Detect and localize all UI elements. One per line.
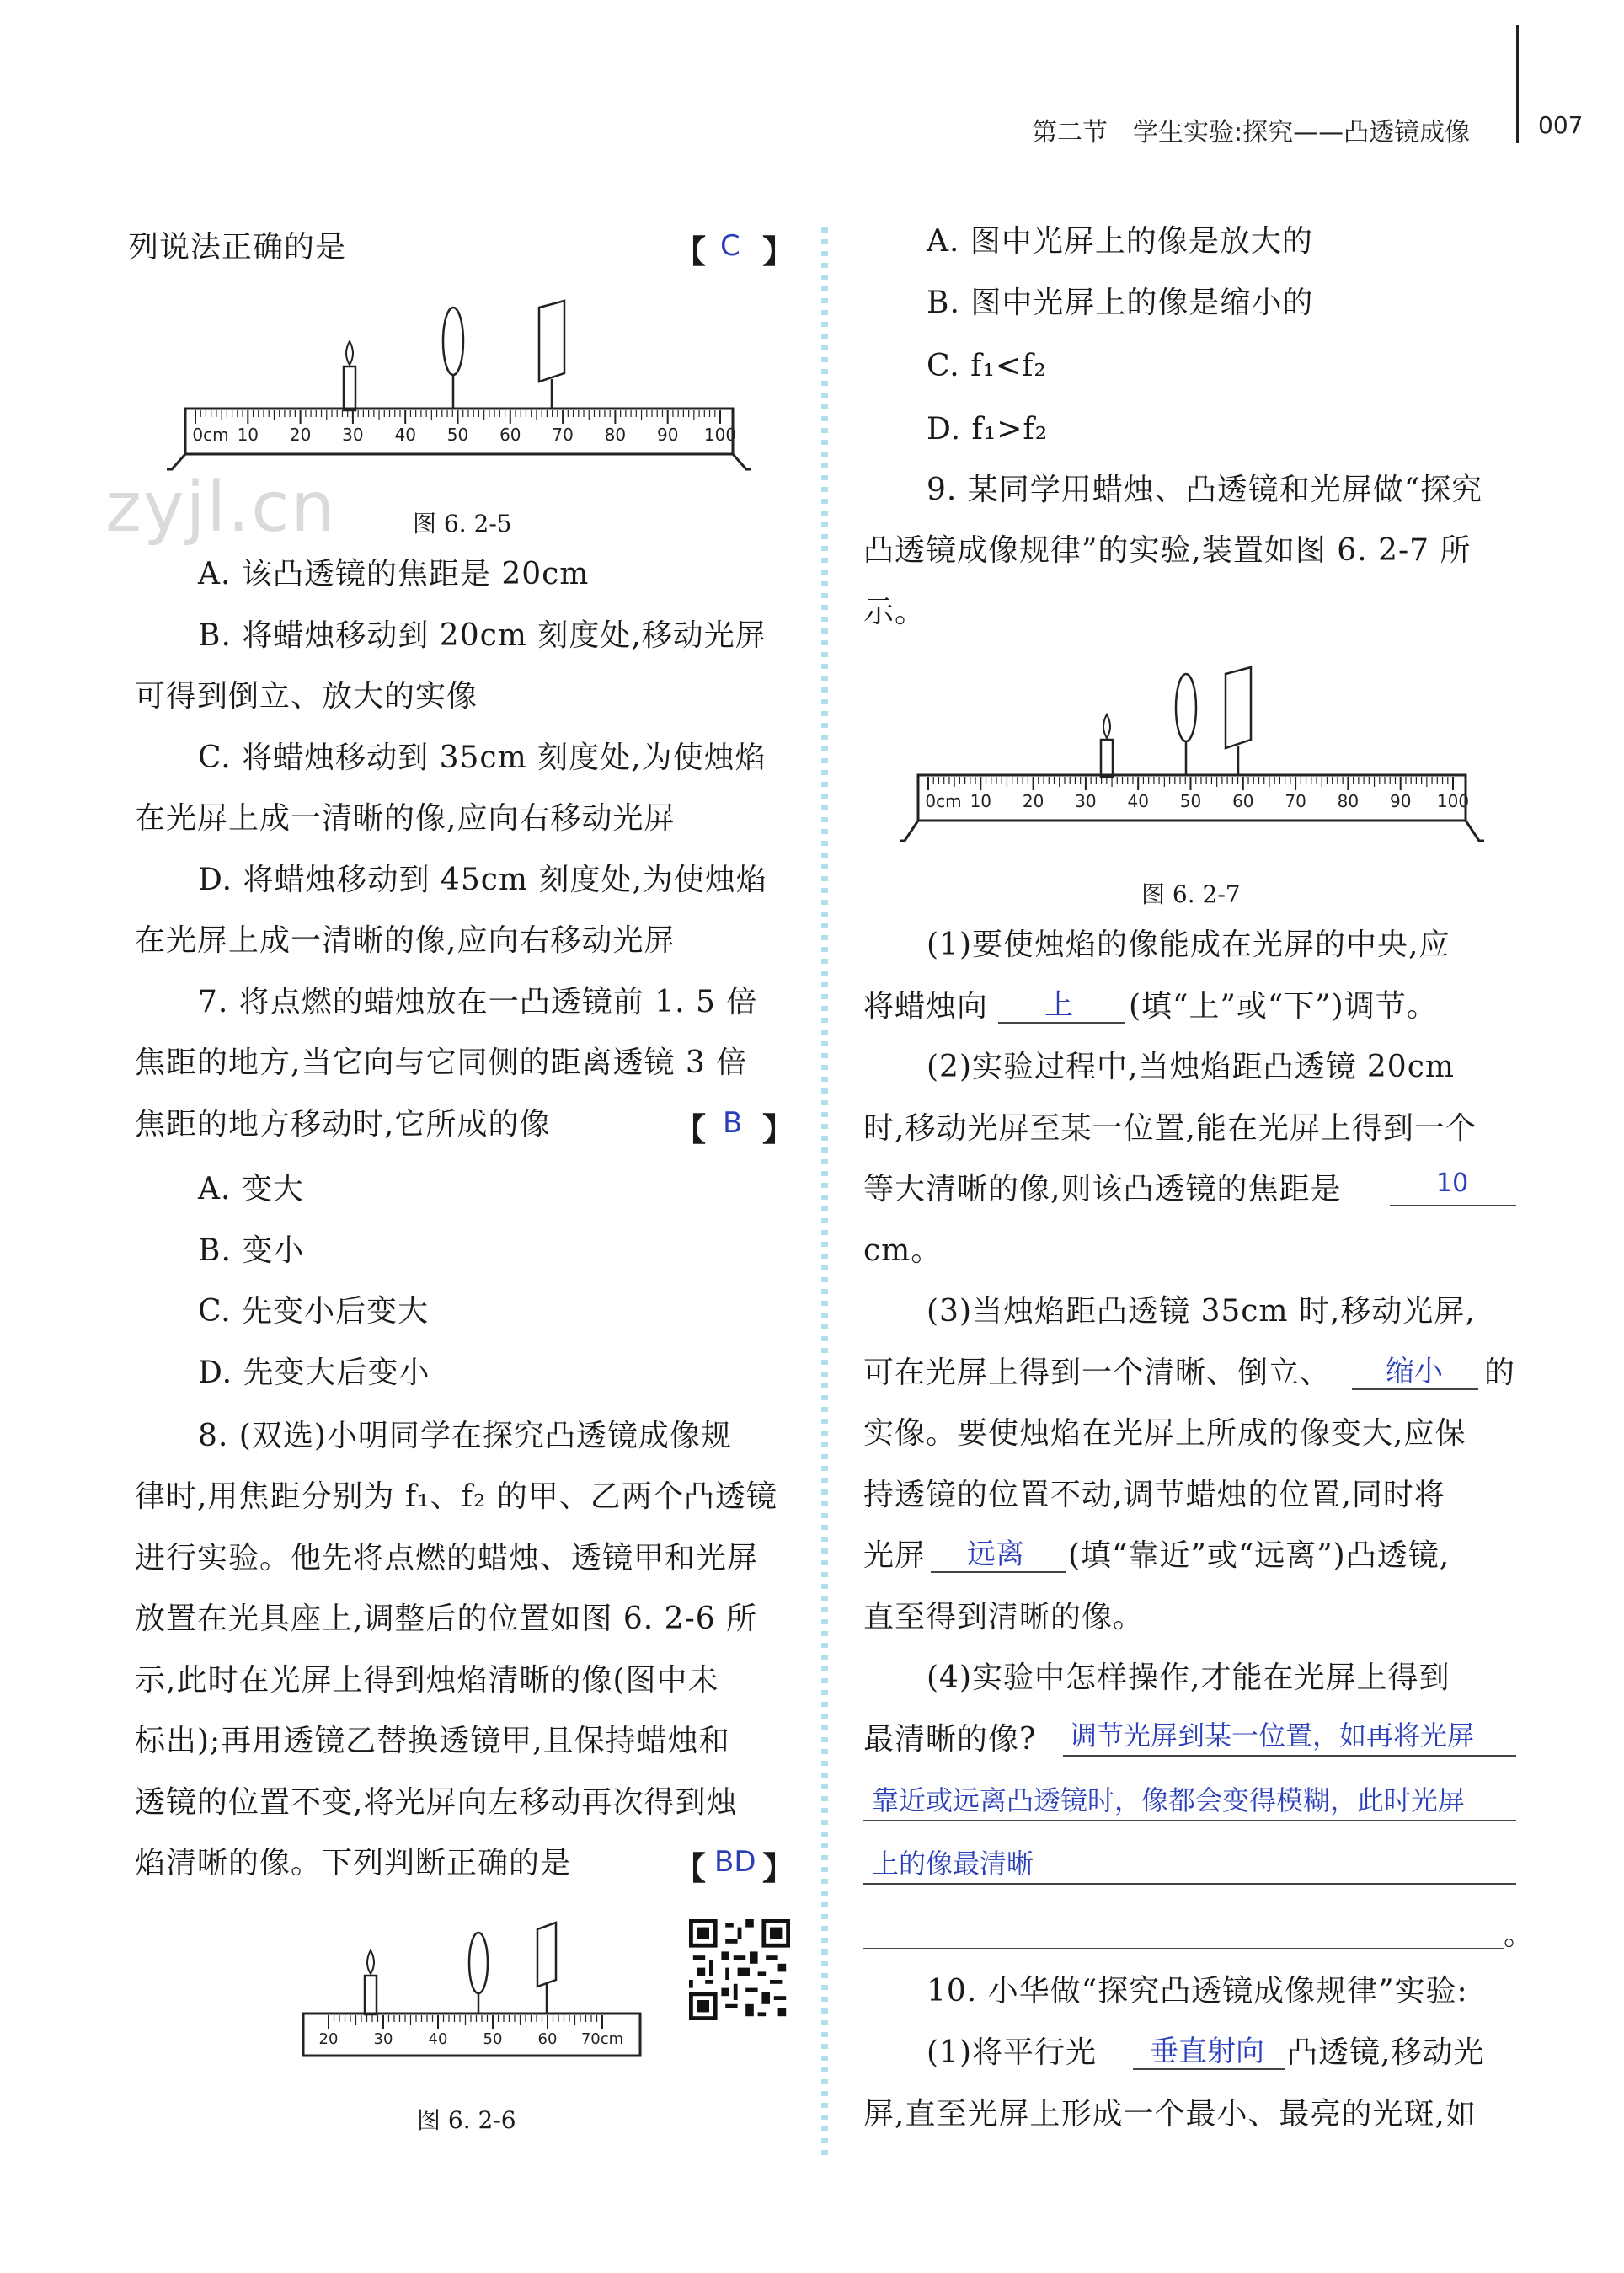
q10-line-b-post: 凸透镜,移动光 xyxy=(1287,2035,1485,2070)
q9-p4-line-a: (4)实验中怎样操作,才能在光屏上得到 xyxy=(927,1661,1450,1695)
q8-line-6: 标出);再用透镜乙替换透镜甲,且保持蜡烛和 xyxy=(135,1724,730,1758)
q9-p4-blank-2 xyxy=(863,1820,1516,1821)
q9-p4-blank-4 xyxy=(863,1948,1504,1949)
q7-option-d: D. 先变大后变小 xyxy=(198,1356,430,1390)
fig5-tick-label: 50 xyxy=(446,425,469,445)
fig6-tick-label: 70cm xyxy=(580,2030,624,2048)
q9-line-3: 示。 xyxy=(863,595,927,629)
q8-answer: BD xyxy=(714,1845,756,1879)
fig6-tick-label: 40 xyxy=(428,2030,448,2048)
figure-6-2-7-caption: 图 6. 2-7 xyxy=(1141,880,1241,908)
q7-option-a: A. 变大 xyxy=(198,1172,304,1206)
q10-line-b-pre: (1)将平行光 xyxy=(927,2035,1097,2070)
figure-6-2-6 xyxy=(299,1912,644,2072)
q9-p4-end: 。 xyxy=(1504,1917,1536,1952)
q6-option-c: C. 将蜡烛移动到 35cm 刻度处,为使烛焰 xyxy=(198,741,767,775)
q7-line-3: 焦距的地方移动时,它所成的像 xyxy=(135,1107,551,1142)
fig6-tick-label: 50 xyxy=(483,2030,503,2048)
q7-bracket-open: 【 xyxy=(674,1110,707,1148)
q9-p3-line-b-post: 的 xyxy=(1484,1356,1516,1390)
figure-6-2-6-caption: 图 6. 2-6 xyxy=(417,2106,516,2134)
q8-bracket-open: 【 xyxy=(674,1849,707,1887)
fig5-tick-label: 60 xyxy=(499,425,521,445)
q7-line-2: 焦距的地方,当它向与它同侧的距离透镜 3 倍 xyxy=(135,1046,748,1080)
fig5-tick-label: 0cm xyxy=(192,425,229,445)
q8-option-d: D. f₁>f₂ xyxy=(927,412,1049,447)
q7-option-b: B. 变小 xyxy=(198,1233,305,1268)
q6-option-d: D. 将蜡烛移动到 45cm 刻度处,为使烛焰 xyxy=(198,863,767,897)
q9-line-1: 9. 某同学用蜡烛、凸透镜和光屏做“探究 xyxy=(927,473,1483,507)
q9-p3-line-b-pre: 可在光屏上得到一个清晰、倒立、 xyxy=(863,1356,1332,1390)
q9-line-2: 凸透镜成像规律”的实验,装置如图 6. 2-7 所 xyxy=(863,533,1472,568)
fig5-tick-label: 30 xyxy=(342,425,364,445)
fig5-tick-label: 40 xyxy=(394,425,416,445)
q6-bracket-close: 】 xyxy=(762,233,795,270)
q9-p2-line-b: 时,移动光屏至某一位置,能在光屏上得到一个 xyxy=(863,1111,1477,1146)
q9-p4-line-b: 最清晰的像? xyxy=(863,1722,1037,1757)
q6-option-a: A. 该凸透镜的焦距是 20cm xyxy=(198,557,590,591)
q9-p4-blank-3 xyxy=(863,1883,1516,1885)
fig7-tick-label: 50 xyxy=(1179,791,1202,811)
fig7-tick-label: 90 xyxy=(1389,791,1412,811)
fig7-tick-label: 60 xyxy=(1232,791,1254,811)
q9-p3-line-a: (3)当烛焰距凸透镜 35cm 时,移动光屏, xyxy=(927,1294,1476,1329)
q9-p3-line-c: 实像。要使烛焰在光屏上所成的像变大,应保 xyxy=(863,1416,1466,1451)
q7-bracket-close: 】 xyxy=(762,1110,795,1148)
q6-tail: 列说法正确的是 xyxy=(128,230,347,265)
q6-option-b-cont: 可得到倒立、放大的实像 xyxy=(135,679,478,714)
header-title: 学生实验:探究——凸透镜成像 xyxy=(1133,118,1471,147)
q8-option-a: A. 图中光屏上的像是放大的 xyxy=(927,224,1313,259)
figure-6-2-5-caption: 图 6. 2-5 xyxy=(413,510,512,537)
q6-option-c-cont: 在光屏上成一清晰的像,应向右移动光屏 xyxy=(135,801,676,836)
fig5-tick-label: 80 xyxy=(604,425,627,445)
q8-line-3: 进行实验。他先将点燃的蜡烛、透镜甲和光屏 xyxy=(135,1541,759,1575)
q9-p3-line-d: 持透镜的位置不动,调节蜡烛的位置,同时将 xyxy=(863,1478,1445,1512)
q8-line-2: 律时,用焦距分别为 f₁、f₂ 的甲、乙两个凸透镜 xyxy=(135,1479,777,1514)
fig6-tick-label: 30 xyxy=(373,2030,393,2048)
q8-line-4: 放置在光具座上,调整后的位置如图 6. 2-6 所 xyxy=(135,1602,758,1636)
fig7-tick-label: 0cm xyxy=(925,791,962,811)
q7-answer: B xyxy=(723,1106,743,1140)
q9-p3-answer-2: 远离 xyxy=(967,1538,1024,1571)
q6-option-b: B. 将蜡烛移动到 20cm 刻度处,移动光屏 xyxy=(198,618,767,653)
q9-p3-answer-1: 缩小 xyxy=(1386,1355,1443,1388)
q9-p2-blank xyxy=(1390,1205,1516,1206)
q9-p4-answer-line-1: 调节光屏到某一位置，如再将光屏 xyxy=(1070,1719,1475,1752)
fig7-tick-label: 40 xyxy=(1127,791,1149,811)
figure-6-2-7 xyxy=(893,657,1499,851)
fig5-tick-label: 90 xyxy=(656,425,679,445)
fig7-tick-label: 10 xyxy=(970,791,992,811)
watermark: zyjl.cn xyxy=(105,468,337,548)
fig5-tick-label: 20 xyxy=(289,425,312,445)
q9-p3-line-e-post: (填“靠近”或“远离”)凸透镜, xyxy=(1068,1538,1450,1573)
q9-p2-line-a: (2)实验过程中,当烛焰距凸透镜 20cm xyxy=(927,1050,1455,1084)
q9-p1-answer: 上 xyxy=(1044,988,1073,1022)
q8-line-5: 示,此时在光屏上得到烛焰清晰的像(图中未 xyxy=(135,1663,719,1698)
q9-p2-unit: cm。 xyxy=(863,1233,943,1268)
q8-line-8: 焰清晰的像。下列判断正确的是 xyxy=(135,1846,572,1880)
q9-p4-answer-line-3: 上的像最清晰 xyxy=(872,1848,1034,1880)
q9-p4-answer-line-2: 靠近或远离凸透镜时，像都会变得模糊，此时光屏 xyxy=(872,1784,1466,1816)
q6-option-d-cont: 在光屏上成一清晰的像,应向右移动光屏 xyxy=(135,923,676,958)
qr-code-image xyxy=(689,1919,790,2020)
q9-p2-line-c: 等大清晰的像,则该凸透镜的焦距是 xyxy=(863,1172,1342,1206)
q9-p4-blank-1 xyxy=(1063,1755,1516,1757)
q9-p1-line-a: (1)要使烛焰的像能成在光屏的中央,应 xyxy=(927,928,1450,962)
q10-line-c: 屏,直至光屏上形成一个最小、最亮的光斑,如 xyxy=(863,2097,1477,2131)
q8-option-c: C. f₁<f₂ xyxy=(927,349,1047,383)
fig7-tick-label: 30 xyxy=(1075,791,1097,811)
fig6-tick-label: 20 xyxy=(318,2030,339,2048)
fig7-tick-label: 20 xyxy=(1022,791,1044,811)
q9-p3-line-f: 直至得到清晰的像。 xyxy=(863,1600,1145,1634)
fig6-tick-label: 60 xyxy=(537,2030,558,2048)
q10-answer: 垂直射向 xyxy=(1150,2035,1264,2068)
figure-6-2-5 xyxy=(160,291,767,484)
q10-line-a: 10. 小华做“探究凸透镜成像规律”实验: xyxy=(927,1974,1468,2008)
q6-bracket-open: 【 xyxy=(674,233,707,270)
fig7-tick-label: 70 xyxy=(1285,791,1306,811)
q8-bracket-close: 】 xyxy=(762,1849,795,1887)
page-number: 007 xyxy=(1538,111,1584,139)
q8-option-b: B. 图中光屏上的像是缩小的 xyxy=(927,286,1314,320)
q9-p1-line-b-post: (填“上”或“下”)调节。 xyxy=(1129,989,1438,1024)
q6-answer: C xyxy=(720,229,740,263)
fig5-tick-label: 70 xyxy=(552,425,574,445)
fig7-tick-label: 100 xyxy=(1436,791,1470,811)
q9-p2-answer: 10 xyxy=(1436,1169,1469,1198)
header-vertical-rule xyxy=(1516,25,1519,143)
q9-p3-line-e-pre: 光屏 xyxy=(863,1538,927,1573)
q7-option-c: C. 先变小后变大 xyxy=(198,1294,430,1329)
q8-line-1: 8. (双选)小明同学在探究凸透镜成像规 xyxy=(198,1419,732,1453)
header-section: 第二节 xyxy=(1032,118,1108,147)
column-divider xyxy=(821,227,828,2157)
fig5-tick-label: 10 xyxy=(237,425,259,445)
q9-p1-line-b-pre: 将蜡烛向 xyxy=(863,989,989,1024)
fig5-tick-label: 100 xyxy=(703,425,737,445)
fig7-tick-label: 80 xyxy=(1337,791,1360,811)
q8-line-7: 透镜的位置不变,将光屏向左移动再次得到烛 xyxy=(135,1785,738,1820)
q7-line-1: 7. 将点燃的蜡烛放在一凸透镜前 1. 5 倍 xyxy=(198,985,758,1019)
